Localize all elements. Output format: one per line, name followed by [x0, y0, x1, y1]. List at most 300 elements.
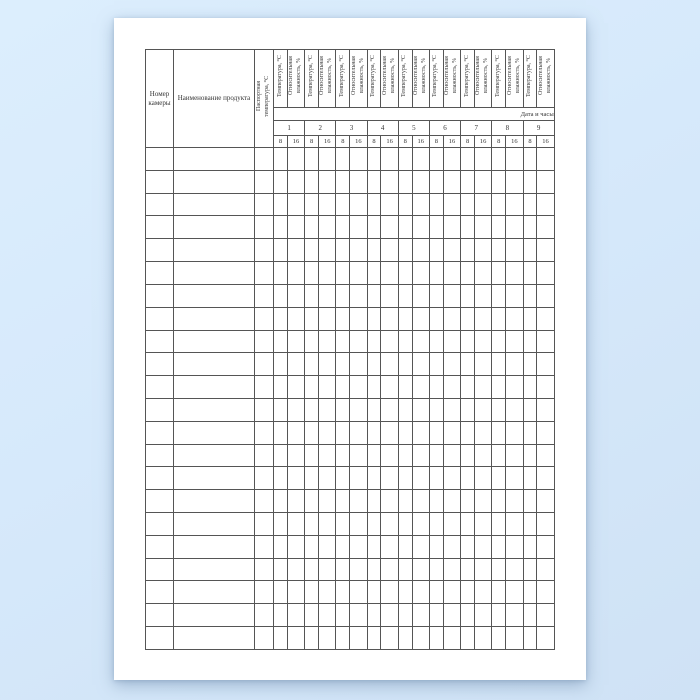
humidity-value-cell-day-1: [287, 398, 304, 421]
humidity-value-cell-day-3: [350, 353, 367, 376]
humidity-value-cell-day-3: [350, 535, 367, 558]
temperature-header-day-2: [305, 50, 319, 108]
temperature-value-cell-day-2: [305, 239, 319, 262]
temperature-value-cell-day-1: [274, 284, 288, 307]
humidity-value-cell-day-3: [350, 170, 367, 193]
temperature-value-cell-day-7: [461, 535, 475, 558]
temperature-value-cell-day-7: [461, 170, 475, 193]
humidity-value-cell-day-1: [287, 307, 304, 330]
humidity-value-cell-day-1: [287, 170, 304, 193]
temperature-value-cell-day-6: [429, 513, 443, 536]
hour-8-day-7: 8: [461, 136, 475, 148]
humidity-value-cell-day-3: [350, 558, 367, 581]
temperature-header-day-1: [274, 50, 288, 108]
temperature-value-cell-day-5: [398, 513, 412, 536]
passport-temperature-cell: [255, 376, 274, 399]
humidity-value-cell-day-3: [350, 421, 367, 444]
humidity-value-cell-day-9: [537, 581, 554, 604]
temperature-value-cell-day-3: [336, 467, 350, 490]
humidity-value-cell-day-1: [287, 444, 304, 467]
humidity-value-cell-day-5: [412, 262, 429, 285]
product-name-cell: [174, 193, 255, 216]
log-row-15: [146, 467, 555, 490]
humidity-value-cell-day-3: [350, 398, 367, 421]
humidity-value-cell-day-2: [319, 467, 336, 490]
temperature-value-cell-day-5: [398, 421, 412, 444]
humidity-value-cell-day-7: [475, 193, 492, 216]
temperature-value-cell-day-2: [305, 604, 319, 627]
chamber-number-cell: [146, 353, 174, 376]
temperature-value-cell-day-1: [274, 216, 288, 239]
humidity-value-cell-day-9: [537, 513, 554, 536]
log-row-1: [146, 148, 555, 171]
temperature-value-cell-day-5: [398, 444, 412, 467]
humidity-value-cell-day-8: [506, 376, 523, 399]
temperature-value-cell-day-1: [274, 193, 288, 216]
temperature-value-cell-day-1: [274, 307, 288, 330]
humidity-header-day-6: [443, 50, 460, 108]
temperature-value-cell-day-9: [523, 262, 537, 285]
temperature-value-cell-day-2: [305, 284, 319, 307]
humidity-value-cell-day-4: [381, 581, 398, 604]
log-row-14: [146, 444, 555, 467]
temperature-value-cell-day-9: [523, 353, 537, 376]
temperature-value-cell-day-8: [492, 216, 506, 239]
temperature-value-cell-day-9: [523, 216, 537, 239]
temperature-value-cell-day-6: [429, 421, 443, 444]
passport-temperature-cell: [255, 330, 274, 353]
temperature-value-cell-day-8: [492, 558, 506, 581]
humidity-value-cell-day-9: [537, 239, 554, 262]
product-name-cell: [174, 239, 255, 262]
product-name-cell: [174, 376, 255, 399]
passport-temperature-cell: [255, 216, 274, 239]
humidity-value-cell-day-3: [350, 604, 367, 627]
humidity-value-cell-day-4: [381, 148, 398, 171]
temperature-value-cell-day-6: [429, 490, 443, 513]
date-hours-cell: [274, 108, 555, 121]
temperature-value-cell-day-8: [492, 490, 506, 513]
chamber-number-header: Номер камеры: [146, 50, 174, 148]
humidity-value-cell-day-4: [381, 558, 398, 581]
chamber-number-cell: [146, 513, 174, 536]
passport-temperature-cell: [255, 604, 274, 627]
temperature-value-cell-day-1: [274, 627, 288, 650]
temperature-value-cell-day-2: [305, 170, 319, 193]
temperature-value-cell-day-2: [305, 148, 319, 171]
chamber-number-cell: [146, 604, 174, 627]
temperature-value-cell-day-7: [461, 307, 475, 330]
temperature-value-cell-day-9: [523, 513, 537, 536]
humidity-value-cell-day-7: [475, 535, 492, 558]
humidity-value-cell-day-1: [287, 535, 304, 558]
temperature-value-cell-day-6: [429, 216, 443, 239]
temperature-value-cell-day-6: [429, 330, 443, 353]
humidity-value-cell-day-5: [412, 444, 429, 467]
product-name-cell: [174, 581, 255, 604]
passport-temperature-cell: [255, 353, 274, 376]
passport-temperature-cell: [255, 444, 274, 467]
passport-temperature-cell: [255, 513, 274, 536]
humidity-value-cell-day-6: [443, 284, 460, 307]
temperature-value-cell-day-3: [336, 581, 350, 604]
temperature-value-cell-day-7: [461, 444, 475, 467]
humidity-value-cell-day-1: [287, 148, 304, 171]
humidity-value-cell-day-2: [319, 330, 336, 353]
chamber-number-cell: [146, 421, 174, 444]
humidity-value-cell-day-3: [350, 513, 367, 536]
humidity-value-cell-day-1: [287, 421, 304, 444]
humidity-value-cell-day-7: [475, 284, 492, 307]
temperature-value-cell-day-9: [523, 193, 537, 216]
humidity-value-cell-day-5: [412, 330, 429, 353]
temperature-value-cell-day-7: [461, 193, 475, 216]
humidity-value-cell-day-8: [506, 307, 523, 330]
humidity-value-cell-day-8: [506, 467, 523, 490]
humidity-value-cell-day-9: [537, 467, 554, 490]
humidity-value-cell-day-9: [537, 330, 554, 353]
temperature-value-cell-day-7: [461, 376, 475, 399]
humidity-value-cell-day-6: [443, 444, 460, 467]
log-row-22: [146, 627, 555, 650]
hour-8-day-6: 8: [429, 136, 443, 148]
humidity-value-cell-day-6: [443, 535, 460, 558]
temperature-value-cell-day-9: [523, 307, 537, 330]
temperature-value-cell-day-9: [523, 490, 537, 513]
humidity-label: Относительная влажность, %: [381, 56, 396, 96]
humidity-value-cell-day-1: [287, 330, 304, 353]
humidity-value-cell-day-9: [537, 353, 554, 376]
humidity-value-cell-day-6: [443, 170, 460, 193]
temperature-value-cell-day-9: [523, 284, 537, 307]
temperature-value-cell-day-3: [336, 421, 350, 444]
temperature-value-cell-day-5: [398, 535, 412, 558]
temperature-value-cell-day-8: [492, 627, 506, 650]
humidity-value-cell-day-3: [350, 376, 367, 399]
humidity-value-cell-day-8: [506, 148, 523, 171]
log-row-2: [146, 170, 555, 193]
humidity-value-cell-day-4: [381, 262, 398, 285]
humidity-value-cell-day-8: [506, 535, 523, 558]
humidity-value-cell-day-7: [475, 513, 492, 536]
temperature-value-cell-day-1: [274, 444, 288, 467]
humidity-value-cell-day-9: [537, 604, 554, 627]
humidity-value-cell-day-8: [506, 558, 523, 581]
temperature-value-cell-day-3: [336, 627, 350, 650]
temperature-label: Температура, °С: [307, 55, 314, 97]
temperature-value-cell-day-8: [492, 376, 506, 399]
temperature-value-cell-day-4: [367, 170, 381, 193]
humidity-value-cell-day-4: [381, 170, 398, 193]
temperature-value-cell-day-8: [492, 330, 506, 353]
humidity-value-cell-day-4: [381, 239, 398, 262]
humidity-value-cell-day-8: [506, 421, 523, 444]
humidity-value-cell-day-2: [319, 398, 336, 421]
temperature-value-cell-day-3: [336, 376, 350, 399]
temperature-value-cell-day-1: [274, 330, 288, 353]
humidity-value-cell-day-7: [475, 467, 492, 490]
humidity-value-cell-day-7: [475, 421, 492, 444]
humidity-value-cell-day-3: [350, 216, 367, 239]
temperature-value-cell-day-9: [523, 239, 537, 262]
product-name-cell: [174, 307, 255, 330]
day-number-7: 7: [461, 121, 492, 136]
humidity-value-cell-day-5: [412, 467, 429, 490]
humidity-value-cell-day-6: [443, 307, 460, 330]
humidity-header-day-1: [287, 50, 304, 108]
temperature-value-cell-day-4: [367, 398, 381, 421]
temperature-value-cell-day-5: [398, 558, 412, 581]
log-row-7: [146, 284, 555, 307]
log-row-11: [146, 376, 555, 399]
temperature-value-cell-day-3: [336, 307, 350, 330]
temperature-value-cell-day-9: [523, 535, 537, 558]
humidity-value-cell-day-7: [475, 444, 492, 467]
day-number-3: 3: [336, 121, 367, 136]
rotated-header-row: [146, 50, 555, 108]
humidity-value-cell-day-2: [319, 376, 336, 399]
temperature-value-cell-day-7: [461, 627, 475, 650]
temperature-value-cell-day-5: [398, 376, 412, 399]
chamber-number-cell: [146, 239, 174, 262]
humidity-value-cell-day-4: [381, 193, 398, 216]
temperature-value-cell-day-1: [274, 558, 288, 581]
humidity-value-cell-day-1: [287, 467, 304, 490]
humidity-value-cell-day-1: [287, 353, 304, 376]
hour-16-day-5: 16: [412, 136, 429, 148]
temperature-value-cell-day-7: [461, 330, 475, 353]
humidity-value-cell-day-6: [443, 467, 460, 490]
temperature-value-cell-day-5: [398, 581, 412, 604]
humidity-value-cell-day-7: [475, 216, 492, 239]
humidity-value-cell-day-4: [381, 376, 398, 399]
temperature-value-cell-day-7: [461, 513, 475, 536]
humidity-value-cell-day-8: [506, 353, 523, 376]
temperature-value-cell-day-1: [274, 467, 288, 490]
humidity-value-cell-day-8: [506, 262, 523, 285]
humidity-value-cell-day-4: [381, 627, 398, 650]
humidity-value-cell-day-2: [319, 353, 336, 376]
temperature-header-day-7: [461, 50, 475, 108]
humidity-value-cell-day-9: [537, 558, 554, 581]
temperature-value-cell-day-7: [461, 604, 475, 627]
temperature-value-cell-day-3: [336, 604, 350, 627]
product-name-cell: [174, 353, 255, 376]
chamber-number-cell: [146, 284, 174, 307]
humidity-value-cell-day-5: [412, 513, 429, 536]
temperature-value-cell-day-4: [367, 444, 381, 467]
temperature-value-cell-day-9: [523, 398, 537, 421]
humidity-value-cell-day-4: [381, 284, 398, 307]
temperature-value-cell-day-5: [398, 170, 412, 193]
product-name-cell: [174, 170, 255, 193]
temperature-value-cell-day-2: [305, 581, 319, 604]
chamber-number-cell: [146, 148, 174, 171]
humidity-value-cell-day-4: [381, 467, 398, 490]
temperature-value-cell-day-9: [523, 330, 537, 353]
day-number-5: 5: [398, 121, 429, 136]
humidity-value-cell-day-9: [537, 490, 554, 513]
chamber-number-cell: [146, 581, 174, 604]
temperature-value-cell-day-1: [274, 398, 288, 421]
temperature-value-cell-day-3: [336, 239, 350, 262]
temperature-value-cell-day-2: [305, 376, 319, 399]
chamber-number-cell: [146, 307, 174, 330]
temperature-value-cell-day-4: [367, 216, 381, 239]
temperature-label: Температура, °С: [526, 55, 533, 97]
hour-16-day-4: 16: [381, 136, 398, 148]
day-number-8: 8: [492, 121, 523, 136]
product-name-cell: [174, 604, 255, 627]
humidity-value-cell-day-2: [319, 581, 336, 604]
humidity-value-cell-day-6: [443, 376, 460, 399]
humidity-value-cell-day-2: [319, 558, 336, 581]
temperature-value-cell-day-8: [492, 239, 506, 262]
temperature-value-cell-day-6: [429, 193, 443, 216]
humidity-value-cell-day-2: [319, 307, 336, 330]
temperature-value-cell-day-5: [398, 398, 412, 421]
product-name-cell: [174, 284, 255, 307]
humidity-value-cell-day-2: [319, 490, 336, 513]
humidity-value-cell-day-3: [350, 262, 367, 285]
humidity-value-cell-day-9: [537, 216, 554, 239]
temperature-value-cell-day-4: [367, 421, 381, 444]
passport-temperature-cell: [255, 421, 274, 444]
humidity-value-cell-day-9: [537, 262, 554, 285]
product-name-cell: [174, 490, 255, 513]
passport-temperature-cell: [255, 170, 274, 193]
temperature-header-day-8: [492, 50, 506, 108]
temperature-value-cell-day-1: [274, 239, 288, 262]
chamber-number-cell: [146, 170, 174, 193]
hour-16-day-6: 16: [443, 136, 460, 148]
temperature-value-cell-day-8: [492, 535, 506, 558]
humidity-header-day-2: [319, 50, 336, 108]
temperature-value-cell-day-8: [492, 513, 506, 536]
temperature-value-cell-day-6: [429, 148, 443, 171]
product-name-cell: [174, 467, 255, 490]
humidity-value-cell-day-9: [537, 421, 554, 444]
temperature-value-cell-day-3: [336, 535, 350, 558]
temperature-value-cell-day-7: [461, 490, 475, 513]
product-name-cell: [174, 262, 255, 285]
product-name-cell: [174, 627, 255, 650]
temperature-value-cell-day-2: [305, 558, 319, 581]
humidity-value-cell-day-6: [443, 490, 460, 513]
humidity-value-cell-day-2: [319, 604, 336, 627]
humidity-value-cell-day-1: [287, 581, 304, 604]
temperature-label: Температура, °С: [463, 55, 470, 97]
hour-8-day-4: 8: [367, 136, 381, 148]
humidity-value-cell-day-9: [537, 627, 554, 650]
temperature-value-cell-day-1: [274, 513, 288, 536]
log-row-17: [146, 513, 555, 536]
humidity-value-cell-day-3: [350, 193, 367, 216]
temperature-value-cell-day-6: [429, 558, 443, 581]
humidity-label: Относительная влажность, %: [506, 56, 521, 96]
humidity-value-cell-day-4: [381, 398, 398, 421]
temperature-value-cell-day-5: [398, 604, 412, 627]
chamber-number-cell: [146, 558, 174, 581]
temperature-value-cell-day-2: [305, 216, 319, 239]
log-row-6: [146, 262, 555, 285]
temperature-value-cell-day-7: [461, 353, 475, 376]
temperature-value-cell-day-6: [429, 376, 443, 399]
humidity-value-cell-day-3: [350, 490, 367, 513]
hour-16-day-1: 16: [287, 136, 304, 148]
temperature-value-cell-day-5: [398, 330, 412, 353]
humidity-value-cell-day-9: [537, 148, 554, 171]
temperature-value-cell-day-4: [367, 284, 381, 307]
temperature-value-cell-day-4: [367, 353, 381, 376]
temperature-value-cell-day-8: [492, 284, 506, 307]
humidity-value-cell-day-6: [443, 148, 460, 171]
humidity-value-cell-day-5: [412, 535, 429, 558]
temperature-value-cell-day-2: [305, 467, 319, 490]
temperature-value-cell-day-9: [523, 421, 537, 444]
temperature-value-cell-day-7: [461, 284, 475, 307]
temperature-value-cell-day-8: [492, 444, 506, 467]
humidity-value-cell-day-2: [319, 193, 336, 216]
temperature-value-cell-day-8: [492, 170, 506, 193]
humidity-value-cell-day-2: [319, 216, 336, 239]
temperature-value-cell-day-9: [523, 627, 537, 650]
humidity-value-cell-day-1: [287, 284, 304, 307]
humidity-value-cell-day-2: [319, 284, 336, 307]
product-name-header: Наименование продукта: [174, 50, 255, 148]
temperature-value-cell-day-4: [367, 513, 381, 536]
humidity-value-cell-day-9: [537, 444, 554, 467]
humidity-value-cell-day-3: [350, 581, 367, 604]
humidity-value-cell-day-5: [412, 239, 429, 262]
temperature-value-cell-day-2: [305, 444, 319, 467]
temperature-value-cell-day-7: [461, 558, 475, 581]
temperature-value-cell-day-6: [429, 535, 443, 558]
humidity-value-cell-day-9: [537, 284, 554, 307]
temperature-value-cell-day-9: [523, 444, 537, 467]
humidity-value-cell-day-1: [287, 513, 304, 536]
hour-16-day-8: 16: [506, 136, 523, 148]
product-name-cell: [174, 558, 255, 581]
humidity-label: Относительная влажность, %: [444, 56, 458, 96]
log-row-20: [146, 581, 555, 604]
humidity-value-cell-day-9: [537, 307, 554, 330]
humidity-value-cell-day-9: [537, 193, 554, 216]
temperature-value-cell-day-6: [429, 353, 443, 376]
temperature-value-cell-day-5: [398, 284, 412, 307]
temperature-value-cell-day-4: [367, 581, 381, 604]
log-row-9: [146, 330, 555, 353]
product-name-cell: [174, 216, 255, 239]
humidity-value-cell-day-3: [350, 307, 367, 330]
temperature-label: Температура, °С: [494, 55, 501, 97]
passport-temperature-cell: [255, 558, 274, 581]
humidity-value-cell-day-5: [412, 284, 429, 307]
humidity-value-cell-day-2: [319, 170, 336, 193]
passport-temperature-cell: [255, 239, 274, 262]
humidity-value-cell-day-5: [412, 148, 429, 171]
log-row-21: [146, 604, 555, 627]
humidity-value-cell-day-6: [443, 353, 460, 376]
passport-temperature-label: Паспортная температура, °С: [256, 75, 270, 117]
humidity-value-cell-day-2: [319, 627, 336, 650]
humidity-value-cell-day-6: [443, 581, 460, 604]
temperature-value-cell-day-3: [336, 330, 350, 353]
product-name-cell: [174, 513, 255, 536]
temperature-value-cell-day-6: [429, 307, 443, 330]
temperature-header-day-9: [523, 50, 537, 108]
humidity-value-cell-day-7: [475, 262, 492, 285]
